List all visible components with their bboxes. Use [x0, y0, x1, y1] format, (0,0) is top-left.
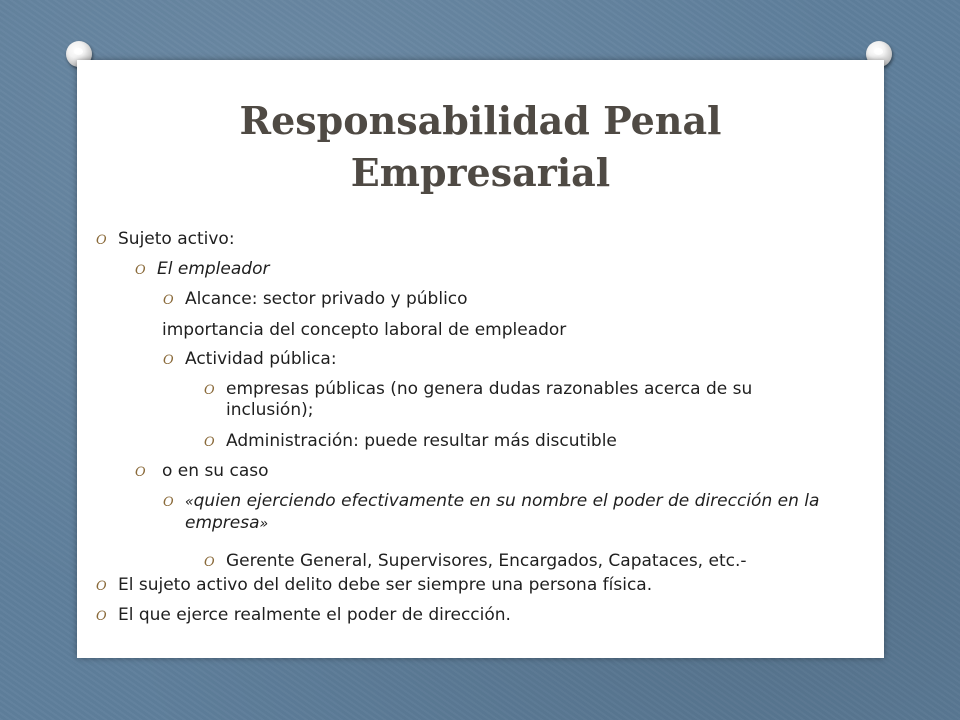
bullet-text: Administración: puede resultar más discutible [226, 431, 617, 451]
open-quote: « [185, 494, 194, 510]
bullet-marker-icon: O [135, 465, 146, 480]
bullet-text: Sujeto activo: [118, 229, 235, 249]
bullet-marker-icon: O [96, 233, 107, 248]
bullet-text: El empleador [157, 259, 270, 279]
bullet-item [96, 605, 858, 626]
bullet-item [135, 461, 842, 482]
bullet-marker-icon: O [204, 555, 215, 570]
bullet-item [204, 379, 836, 421]
plain-text-line: importancia del concepto laboral de empleador [162, 320, 567, 340]
close-quote: » [259, 516, 269, 532]
bullet-item [204, 431, 836, 452]
slide-title-line-2: Empresarial [350, 150, 611, 195]
bullet-marker-icon: O [163, 293, 174, 308]
bullet-item [163, 289, 835, 310]
bullet-marker-icon: O [96, 579, 107, 594]
bullet-item [96, 575, 858, 596]
slide-title [77, 95, 884, 199]
bullet-marker-icon: O [135, 263, 146, 278]
bullet-marker-icon: O [96, 609, 107, 624]
bullet-text: o en su caso [162, 461, 269, 481]
bullet-text: El sujeto activo del delito debe ser siempre una persona física. [118, 575, 653, 595]
bullet-text: empresas públicas (no genera dudas razonables acerca de su inclusión); [226, 379, 753, 420]
bullet-text: Gerente General, Supervisores, Encargados, Capataces, etc.- [226, 551, 747, 571]
bullet-marker-icon: O [163, 495, 174, 510]
bullet-marker-icon: O [204, 435, 215, 450]
slide-title-line-1: Responsabilidad Penal [239, 98, 722, 143]
bullet-item [163, 349, 835, 370]
bullet-text: Alcance: sector privado y público [185, 289, 468, 309]
bullet-item [204, 551, 846, 572]
bullet-item [96, 229, 838, 250]
bullet-text: quien ejerciendo efectivamente en su nombre el poder de dirección en la empresa [185, 491, 820, 533]
bullet-marker-icon: O [163, 353, 174, 368]
bullet-item [163, 491, 860, 535]
bullet-item [135, 259, 837, 280]
bullet-text: El que ejerce realmente el poder de dirección. [118, 605, 511, 625]
bullet-text: Actividad pública: [185, 349, 337, 369]
bullet-marker-icon: O [204, 383, 215, 398]
